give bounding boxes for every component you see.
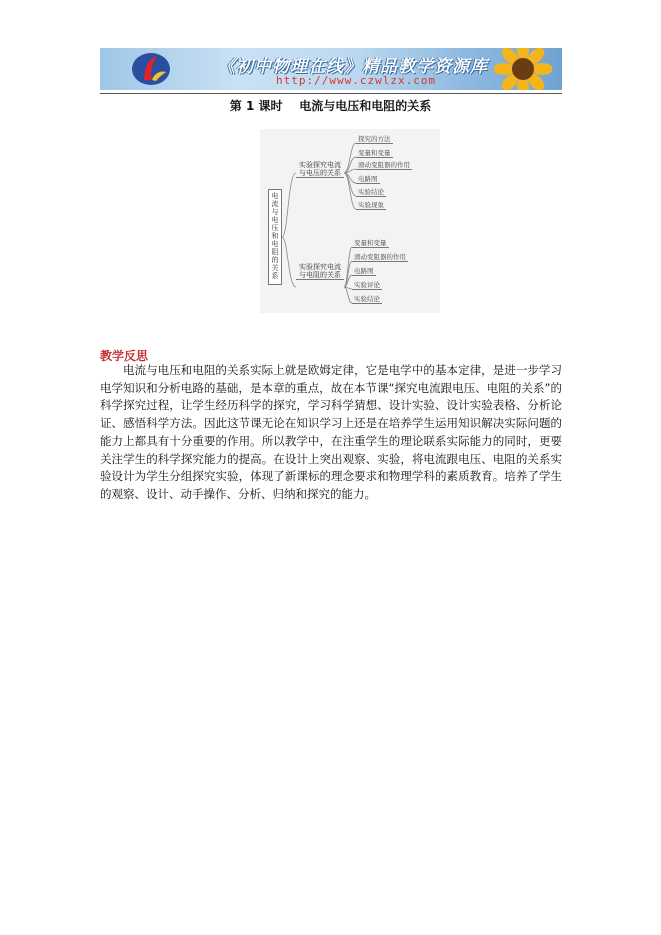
mind-map-leaf: 实验现象 bbox=[358, 201, 384, 209]
header-banner bbox=[100, 48, 562, 90]
mind-map-connectors bbox=[260, 129, 440, 313]
mind-map-leaf: 变量和变量 bbox=[358, 149, 391, 157]
mind-map-leaf: 电路图 bbox=[358, 175, 378, 183]
banner-url[interactable]: http://www.czwlzx.com bbox=[276, 74, 437, 87]
mind-map-leaf: 实验评论 bbox=[354, 281, 380, 289]
page-title: 第 1 课时 电流与电压和电阻的关系 bbox=[229, 99, 432, 113]
reflection-paragraph: 电流与电压和电阻的关系实际上就是欧姆定律，它是电学中的基本定律，是进一步学习电学知识和分析电路的基础，是本章的重点，故在本节课“探究电流跟电压、电阻的关系”的科学探究过程，让学生经历科学的探究，学习科学猜想、设计实验、设计实验表格、分析论证、感悟科学方法。因此这节课无论在知识学习上还是在培养学生运用知识解决实际问题的能力上都具有十分重要的作用。所以教学中，在注重学生的理论联系实际能力的同时，更要关注学生的科学探究能力的提高。在设计上突出观察、实验，将电流跟电压、电阻的关系实验设计为学生分组探究实验，体现了新课标的理念要求和物理学科的素质教育。培养了学生的观察、设计、动手操作、分析、归纳和探究的能力。 bbox=[100, 363, 562, 501]
reflection-title: 教学反思 bbox=[100, 349, 149, 363]
mind-map-image bbox=[260, 129, 440, 313]
mind-map-leaf: 变量和变量 bbox=[354, 239, 387, 247]
mind-map-leaf: 探究的方法 bbox=[358, 135, 391, 143]
mind-map-leaf: 电路图 bbox=[354, 267, 374, 275]
banner-title: 《初中物理在线》精品教学资源库 bbox=[218, 57, 488, 77]
mind-map-branch-voltage: 实验探究电流与电压的关系 bbox=[296, 161, 344, 178]
mind-map-leaf: 实验结论 bbox=[354, 295, 380, 303]
mind-map-root: 电流与电压和电阻的关系 bbox=[268, 189, 282, 285]
sunflower-icon bbox=[494, 48, 552, 90]
mind-map-branch-resistance: 实验探究电流与电阻的关系 bbox=[296, 263, 344, 280]
header-divider bbox=[100, 93, 562, 94]
mind-map-leaf: 实验结论 bbox=[358, 188, 384, 196]
mind-map-leaf: 滑动变阻器的作用 bbox=[358, 161, 410, 169]
mind-map-leaf: 滑动变阻器的作用 bbox=[354, 253, 406, 261]
site-logo-icon bbox=[130, 50, 172, 88]
